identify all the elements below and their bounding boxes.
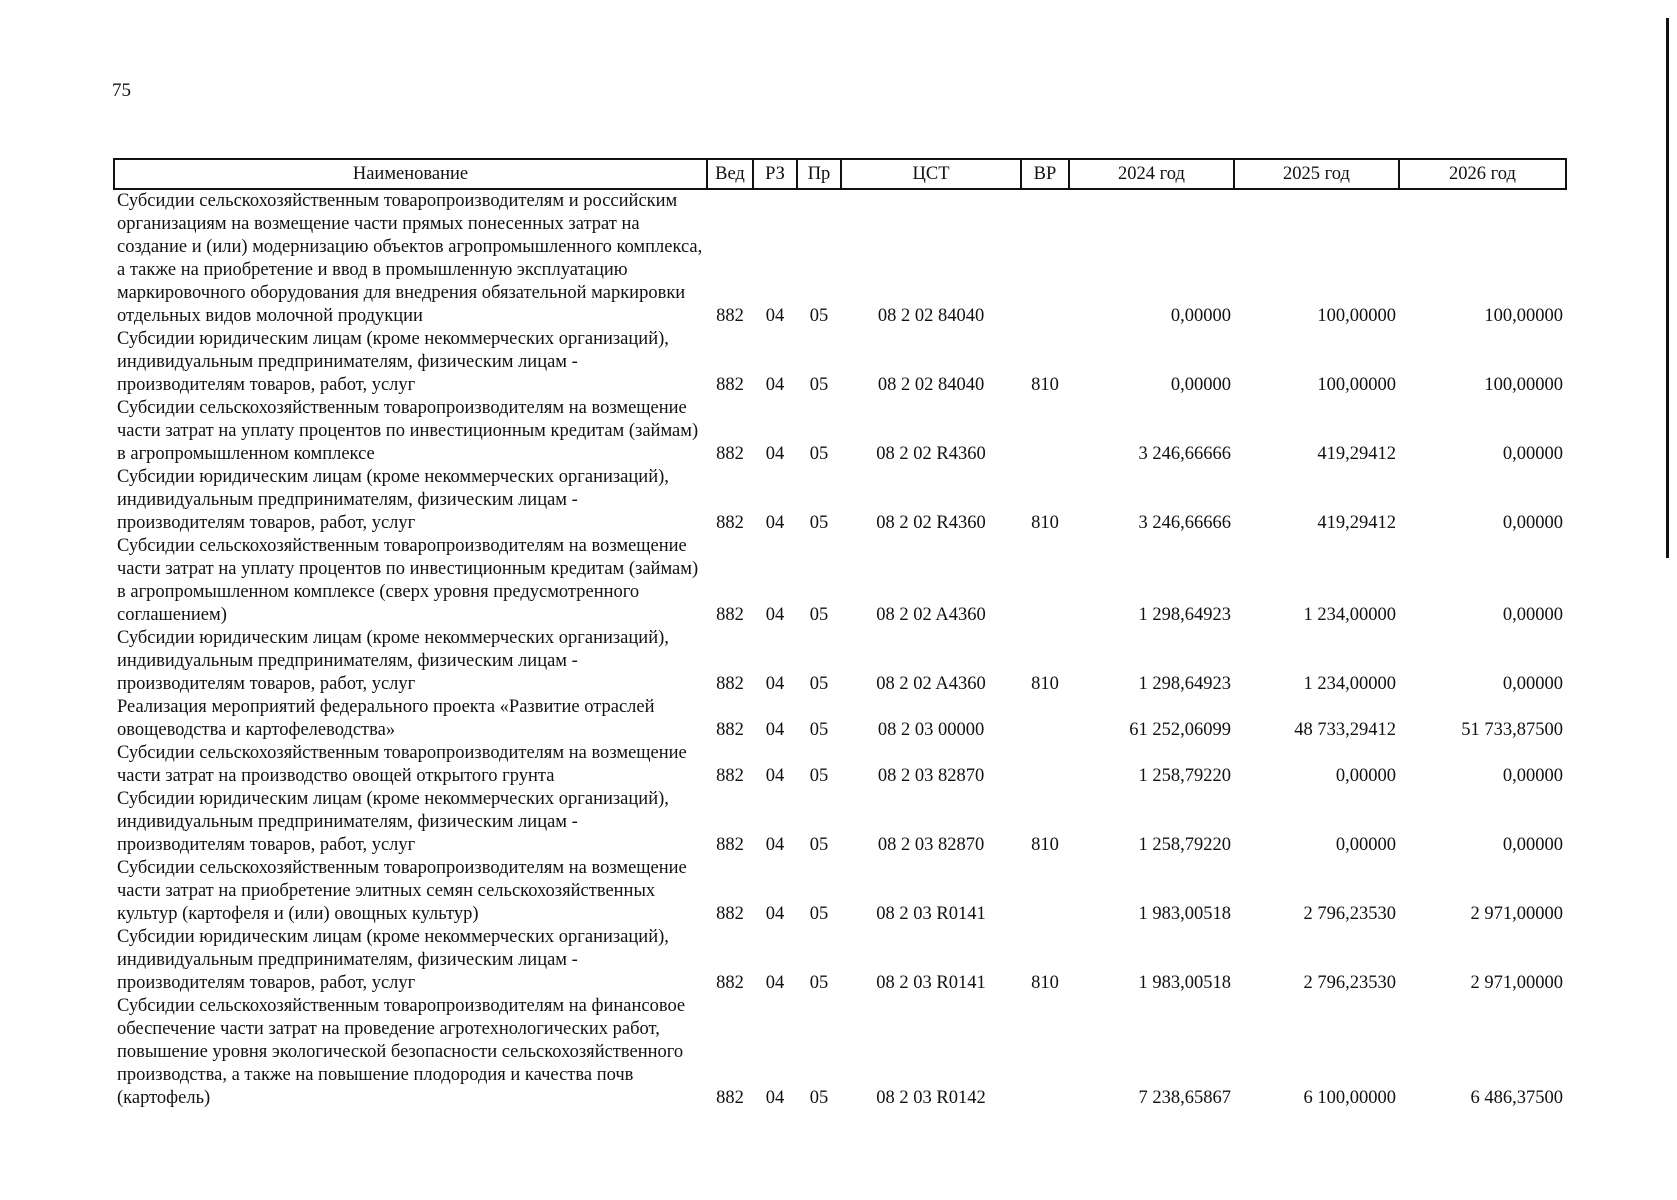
header-rz: РЗ <box>753 159 797 189</box>
row-rz: 04 <box>765 1088 785 1108</box>
row-cst: 08 2 03 82870 <box>877 766 985 786</box>
row-vr <box>1021 535 1069 627</box>
row-2025: 0,00000 <box>1335 835 1396 855</box>
row-pr: 05 <box>809 720 829 740</box>
row-vr: 810 <box>1031 375 1059 395</box>
row-name: Субсидии юридическим лицам (кроме некоммерческих организаций), индивидуальным предпринимателям, физическим лицам - производителям товаров, работ, услуг <box>117 789 669 855</box>
budget-table <box>113 158 1567 1110</box>
row-2026: 0,00000 <box>1502 513 1563 533</box>
scan-edge-line <box>1666 18 1669 558</box>
row-2024: 1 258,79220 <box>1138 766 1231 786</box>
row-cst: 08 2 03 82870 <box>877 835 985 855</box>
row-2025: 1 234,00000 <box>1303 674 1396 694</box>
table-row <box>114 788 1566 857</box>
row-vr: 810 <box>1031 835 1059 855</box>
header-2026: 2026 год <box>1399 159 1566 189</box>
page-number: 75 <box>112 80 131 101</box>
row-ved: 882 <box>716 513 744 533</box>
row-2024: 3 246,66666 <box>1138 513 1231 533</box>
row-rz: 04 <box>765 720 785 740</box>
row-pr: 05 <box>809 605 829 625</box>
row-2026: 0,00000 <box>1502 605 1563 625</box>
row-2025: 100,00000 <box>1317 375 1396 395</box>
table-row <box>114 696 1566 742</box>
row-name: Субсидии сельскохозяйственным товаропроизводителям на финансовое обеспечение части затрат на проведение агротехнологических работ, повышение уровня экологической безопасности сельскохозяйственного производства, а также на повышение плодородия и качества почв (картофель) <box>117 996 686 1108</box>
row-pr: 05 <box>809 513 829 533</box>
header-ved: Вед <box>707 159 753 189</box>
row-rz: 04 <box>765 444 785 464</box>
row-2024: 3 246,66666 <box>1138 444 1231 464</box>
row-cst: 08 2 03 R0142 <box>876 1088 986 1108</box>
row-name: Субсидии юридическим лицам (кроме некоммерческих организаций), индивидуальным предпринимателям, физическим лицам - производителям товаров, работ, услуг <box>117 927 669 993</box>
row-2025: 0,00000 <box>1335 766 1396 786</box>
row-cst: 08 2 02 A4360 <box>876 605 986 625</box>
header-pr: Пр <box>797 159 841 189</box>
table-row <box>114 627 1566 696</box>
row-pr: 05 <box>809 444 829 464</box>
row-2024: 1 983,00518 <box>1138 904 1231 924</box>
table-row <box>114 995 1566 1110</box>
row-pr: 05 <box>809 306 829 326</box>
row-pr: 05 <box>809 674 829 694</box>
row-name: Субсидии юридическим лицам (кроме некоммерческих организаций), индивидуальным предпринимателям, физическим лицам - производителям товаров, работ, услуг <box>117 329 669 395</box>
row-2025: 419,29412 <box>1317 513 1396 533</box>
row-2025: 2 796,23530 <box>1303 973 1396 993</box>
row-cst: 08 2 03 R0141 <box>876 973 986 993</box>
row-rz: 04 <box>765 904 785 924</box>
row-vr <box>1021 397 1069 466</box>
row-name: Реализация мероприятий федерального проекта «Развитие отраслей овощеводства и картофелеводства» <box>117 697 655 740</box>
row-name: Субсидии сельскохозяйственным товаропроизводителям и российским организациям на возмещение части прямых понесенных затрат на создание и (или) модернизацию объектов агропромышленного комплекса, а также на приобретение и ввод в промышленную эксплуатацию маркировочного оборудования для внедрения обязательной маркировки отдельных видов молочной продукции <box>117 191 703 326</box>
row-2026: 100,00000 <box>1484 375 1563 395</box>
header-2025: 2025 год <box>1234 159 1399 189</box>
row-2024: 1 298,64923 <box>1138 605 1231 625</box>
row-2025: 6 100,00000 <box>1303 1088 1396 1108</box>
row-pr: 05 <box>809 766 829 786</box>
row-vr <box>1021 995 1069 1110</box>
row-pr: 05 <box>809 1088 829 1108</box>
row-rz: 04 <box>765 605 785 625</box>
row-pr: 05 <box>809 904 829 924</box>
row-2024: 1 298,64923 <box>1138 674 1231 694</box>
row-cst: 08 2 02 84040 <box>877 306 985 326</box>
row-name: Субсидии юридическим лицам (кроме некоммерческих организаций), индивидуальным предпринимателям, физическим лицам - производителям товаров, работ, услуг <box>117 467 669 533</box>
row-ved: 882 <box>716 1088 744 1108</box>
row-rz: 04 <box>765 766 785 786</box>
row-vr <box>1021 857 1069 926</box>
row-vr <box>1021 189 1069 328</box>
row-ved: 882 <box>716 766 744 786</box>
row-2026: 0,00000 <box>1502 766 1563 786</box>
row-2026: 0,00000 <box>1502 444 1563 464</box>
row-2024: 7 238,65867 <box>1138 1088 1231 1108</box>
row-pr: 05 <box>809 375 829 395</box>
row-ved: 882 <box>716 835 744 855</box>
row-2025: 419,29412 <box>1317 444 1396 464</box>
table-row <box>114 397 1566 466</box>
row-vr <box>1021 742 1069 788</box>
row-2025: 100,00000 <box>1317 306 1396 326</box>
row-cst: 08 2 02 84040 <box>877 375 985 395</box>
row-pr: 05 <box>809 973 829 993</box>
row-name: Субсидии юридическим лицам (кроме некоммерческих организаций), индивидуальным предпринимателям, физическим лицам - производителям товаров, работ, услуг <box>117 628 669 694</box>
row-rz: 04 <box>765 513 785 533</box>
row-ved: 882 <box>716 973 744 993</box>
row-rz: 04 <box>765 375 785 395</box>
table-row <box>114 189 1566 328</box>
row-vr: 810 <box>1031 674 1059 694</box>
header-row <box>114 159 1566 189</box>
table-row <box>114 742 1566 788</box>
row-pr: 05 <box>809 835 829 855</box>
header-cst: ЦСТ <box>841 159 1021 189</box>
row-2024: 0,00000 <box>1170 375 1231 395</box>
row-cst: 08 2 03 00000 <box>877 720 985 740</box>
row-cst: 08 2 02 R4360 <box>876 513 986 533</box>
row-rz: 04 <box>765 835 785 855</box>
row-ved: 882 <box>716 306 744 326</box>
row-2024: 1 983,00518 <box>1138 973 1231 993</box>
table-row <box>114 535 1566 627</box>
header-vr: ВР <box>1021 159 1069 189</box>
row-2025: 48 733,29412 <box>1294 720 1396 740</box>
row-name: Субсидии сельскохозяйственным товаропроизводителям на возмещение части затрат на уплату процентов по инвестиционным кредитам (займам) в агропромышленном комплексе (сверх уровня предусмотренного соглашением) <box>117 536 699 625</box>
row-2026: 6 486,37500 <box>1470 1088 1563 1108</box>
row-2024: 61 252,06099 <box>1129 720 1231 740</box>
row-rz: 04 <box>765 306 785 326</box>
row-name: Субсидии сельскохозяйственным товаропроизводителям на возмещение части затрат на приобретение элитных семян сельскохозяйственных культур (картофеля и (или) овощных культур) <box>117 858 687 924</box>
row-2026: 0,00000 <box>1502 674 1563 694</box>
row-2024: 0,00000 <box>1170 306 1231 326</box>
row-vr: 810 <box>1031 973 1059 993</box>
row-vr <box>1021 696 1069 742</box>
row-2026: 2 971,00000 <box>1470 904 1563 924</box>
row-2024: 1 258,79220 <box>1138 835 1231 855</box>
table-row <box>114 466 1566 535</box>
row-ved: 882 <box>716 904 744 924</box>
table-row <box>114 857 1566 926</box>
row-ved: 882 <box>716 674 744 694</box>
row-ved: 882 <box>716 444 744 464</box>
row-2026: 51 733,87500 <box>1461 720 1563 740</box>
header-2024: 2024 год <box>1069 159 1234 189</box>
row-2026: 0,00000 <box>1502 835 1563 855</box>
row-2026: 2 971,00000 <box>1470 973 1563 993</box>
row-2025: 2 796,23530 <box>1303 904 1396 924</box>
row-cst: 08 2 03 R0141 <box>876 904 986 924</box>
table-row <box>114 926 1566 995</box>
row-rz: 04 <box>765 973 785 993</box>
row-2025: 1 234,00000 <box>1303 605 1396 625</box>
row-vr: 810 <box>1031 513 1059 533</box>
row-cst: 08 2 02 R4360 <box>876 444 986 464</box>
row-ved: 882 <box>716 720 744 740</box>
row-cst: 08 2 02 A4360 <box>876 674 986 694</box>
row-rz: 04 <box>765 674 785 694</box>
row-name: Субсидии сельскохозяйственным товаропроизводителям на возмещение части затрат на производство овощей открытого грунта <box>117 743 687 786</box>
row-ved: 882 <box>716 375 744 395</box>
row-name: Субсидии сельскохозяйственным товаропроизводителям на возмещение части затрат на уплату процентов по инвестиционным кредитам (займам) в агропромышленном комплексе <box>117 398 699 464</box>
header-name: Наименование <box>114 159 707 189</box>
row-ved: 882 <box>716 605 744 625</box>
row-2026: 100,00000 <box>1484 306 1563 326</box>
table-row <box>114 328 1566 397</box>
